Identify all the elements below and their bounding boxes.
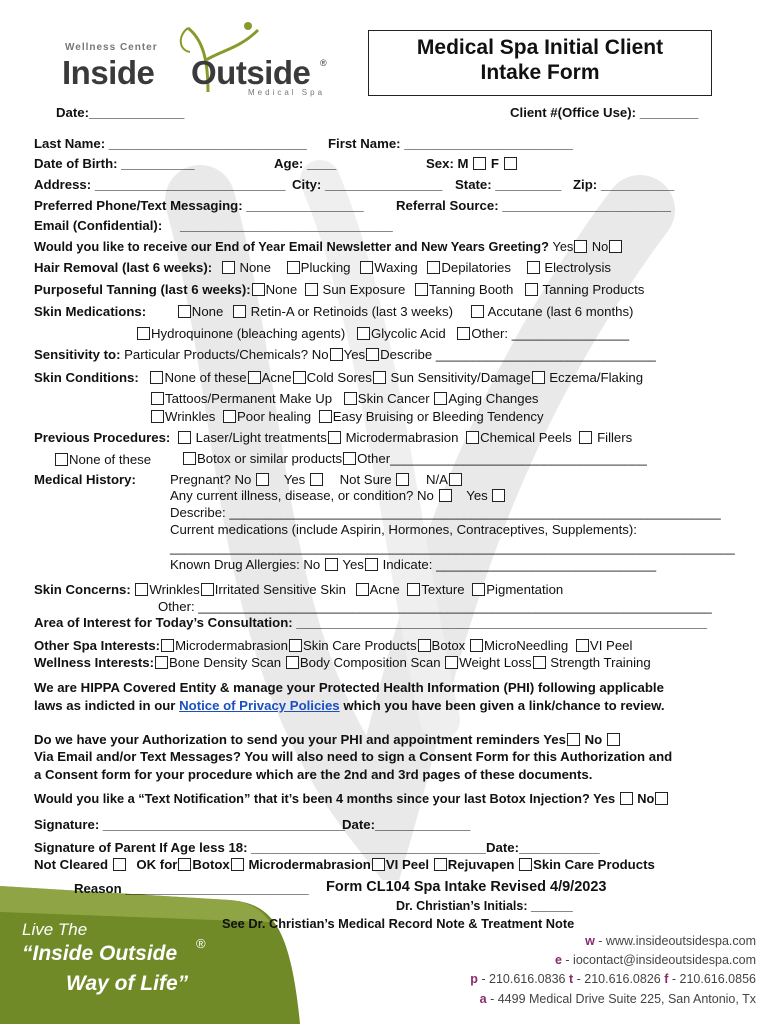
sex-m-checkbox[interactable] xyxy=(473,157,486,170)
prev-none-checkbox[interactable] xyxy=(55,453,68,466)
prev-laser-checkbox[interactable] xyxy=(178,431,191,444)
text-notif-yes-checkbox[interactable] xyxy=(620,792,633,805)
reason-field[interactable]: Reason _________________________ xyxy=(74,881,309,896)
dr-note: See Dr. Christian’s Medical Record Note & Treatment Note xyxy=(222,916,575,931)
prev-peels-label: Chemical Peels xyxy=(480,430,572,445)
auth-question: Do we have your Authorization to send you your PHI and appointment reminders Yes xyxy=(34,732,566,747)
prev-microderm-label: Microdermabrasion xyxy=(345,430,459,445)
wellness-bone-label: Bone Density Scan xyxy=(168,655,282,670)
skin-cond-tattoos-label: Tattoos/Permanent Make Up xyxy=(165,391,333,406)
skin-cond-bruising-checkbox[interactable] xyxy=(319,410,332,423)
skin-cond-eczema-checkbox[interactable] xyxy=(532,371,545,384)
skin-meds-row1 xyxy=(34,304,633,320)
ok-skincare-checkbox[interactable] xyxy=(519,858,532,871)
auth-no-checkbox[interactable] xyxy=(607,733,620,746)
skin-meds-other-checkbox[interactable] xyxy=(457,327,470,340)
skin-meds-accutane-checkbox[interactable] xyxy=(471,305,484,318)
ok-botox-label: Botox xyxy=(192,857,230,872)
concern-irritated-label: Irritated Sensitive Skin xyxy=(214,582,346,597)
spa-vipeel-label: VI Peel xyxy=(589,638,633,653)
medical-history-label: Medical History: xyxy=(34,472,136,487)
newsletter-question: Would you like to receive our End of Year Email Newsletter and New Years Greeting? xyxy=(34,239,549,254)
concern-texture-label: Texture xyxy=(421,582,465,597)
tanning-booth-checkbox[interactable] xyxy=(415,283,428,296)
newsletter-row xyxy=(34,239,623,255)
skin-concerns-label: Skin Concerns: xyxy=(34,582,131,597)
phone-field[interactable]: Preferred Phone/Text Messaging: ________________ xyxy=(34,198,364,213)
newsletter-yes-label: Yes xyxy=(552,239,574,254)
describe-field[interactable]: Describe: ___________________________________________________________________ xyxy=(170,505,721,520)
wellness-body-checkbox[interactable] xyxy=(286,656,299,669)
spa-interests-row xyxy=(34,638,632,654)
sensitivity-question: Particular Products/Chemicals? No xyxy=(124,347,329,362)
text-notification-question: Would you like a “Text Notification” that it’s been 4 months since your last Botox Injection? Yes xyxy=(34,791,616,806)
tanning-products-checkbox[interactable] xyxy=(525,283,538,296)
concern-texture-checkbox[interactable] xyxy=(407,583,420,596)
footer-inside-outside: “Inside Outside xyxy=(22,942,178,965)
illness-yes-label: Yes xyxy=(466,488,488,503)
sensitivity-describe-field[interactable]: Describe ______________________________ xyxy=(380,347,656,362)
concern-irritated-checkbox[interactable] xyxy=(201,583,214,596)
sex-f-label: F xyxy=(490,156,499,171)
previous-procedures-row2 xyxy=(54,452,151,468)
contact-phones xyxy=(470,972,756,986)
logo-wellness-center: Wellness Center xyxy=(65,42,158,53)
skin-conditions-row3 xyxy=(150,409,544,425)
parent-signature-field[interactable]: Signature of Parent If Age less 18: ________________________________ xyxy=(34,840,486,855)
tanning-row xyxy=(34,282,644,298)
wellness-interests-label: Wellness Interests: xyxy=(34,655,154,670)
text-notification-row xyxy=(34,791,669,807)
tanning-label: Purposeful Tanning (last 6 weeks): xyxy=(34,282,251,297)
sex-label: Sex: M xyxy=(426,156,469,171)
spa-vipeel-checkbox[interactable] xyxy=(576,639,589,652)
skin-cond-bruising-label: Easy Bruising or Bleeding Tendency xyxy=(332,409,544,424)
concern-acne-checkbox[interactable] xyxy=(356,583,369,596)
not-cleared-checkbox[interactable] xyxy=(113,858,126,871)
skin-meds-retin-checkbox[interactable] xyxy=(233,305,246,318)
prev-other-checkbox[interactable] xyxy=(343,452,356,465)
allergies-yes-checkbox[interactable] xyxy=(365,558,378,571)
skin-cond-eczema-label: Eczema/Flaking xyxy=(549,370,644,385)
tanning-none-checkbox[interactable] xyxy=(252,283,265,296)
skin-concerns-row xyxy=(34,582,563,598)
medications-field[interactable]: _____________________________________________________________________________ xyxy=(170,540,735,555)
skin-cond-coldsores-label: Cold Sores xyxy=(306,370,372,385)
newsletter-no-checkbox[interactable] xyxy=(609,240,622,253)
skin-conditions-label: Skin Conditions: xyxy=(34,370,139,385)
footer-registered: ® xyxy=(196,936,206,951)
date-field[interactable]: Date:_____________ xyxy=(56,105,185,120)
spa-microderm-checkbox[interactable] xyxy=(161,639,174,652)
form-title-line2: Intake Form xyxy=(480,61,600,84)
allergies-row xyxy=(170,557,656,573)
ok-skincare-label: Skin Care Products xyxy=(533,857,655,872)
pregnant-row xyxy=(170,472,463,488)
previous-procedures-row1 xyxy=(34,430,632,446)
illness-row xyxy=(170,488,506,504)
skin-meds-hydroquinone-label: Hydroquinone (bleaching agents) xyxy=(151,326,346,341)
first-name-field[interactable]: First Name: _______________________ xyxy=(328,136,573,151)
sensitivity-row xyxy=(34,347,656,363)
sensitivity-no-checkbox[interactable] xyxy=(330,348,343,361)
ok-botox-checkbox[interactable] xyxy=(178,858,191,871)
sensitivity-label: Sensitivity to: xyxy=(34,347,121,362)
spa-interests-label: Other Spa Interests: xyxy=(34,638,161,653)
skin-meds-hydroquinone-checkbox[interactable] xyxy=(137,327,150,340)
referral-field[interactable]: Referral Source: _______________________ xyxy=(396,198,671,213)
skin-cond-cancer-checkbox[interactable] xyxy=(344,392,357,405)
auth-line2: Via Email and/or Text Messages? You will also need to sign a Consent Form for this Authorization and xyxy=(34,749,673,764)
allergies-yes-label: Yes xyxy=(342,557,364,572)
skin-cond-sun-checkbox[interactable] xyxy=(373,371,386,384)
city-field[interactable]: City: ________________ xyxy=(292,177,443,192)
sensitivity-yes-label: Yes xyxy=(343,347,366,362)
hair-plucking-checkbox[interactable] xyxy=(287,261,300,274)
website-key: w xyxy=(585,934,595,948)
wellness-interests-row xyxy=(34,655,651,671)
signature-date-field[interactable]: Date:_____________ xyxy=(342,817,471,832)
address-key: a xyxy=(479,992,487,1006)
footer-live-the: Live The xyxy=(22,920,88,939)
skin-cond-none-label: None of these xyxy=(164,370,247,385)
concern-wrinkles-checkbox[interactable] xyxy=(135,583,148,596)
prev-botox-label: Botox or similar products xyxy=(197,451,343,466)
skin-meds-row2 xyxy=(136,326,629,342)
tanning-sun-label: Sun Exposure xyxy=(322,282,406,297)
clearance-row xyxy=(34,857,655,873)
auth-line1 xyxy=(34,732,621,748)
spa-skincare-checkbox[interactable] xyxy=(289,639,302,652)
contact-website xyxy=(585,934,756,948)
skin-cond-aging-checkbox[interactable] xyxy=(434,392,447,405)
sex-group xyxy=(426,156,518,172)
spa-botox-checkbox[interactable] xyxy=(418,639,431,652)
fax-value: - 210.616.0856 xyxy=(671,972,756,986)
pregnant-no-checkbox[interactable] xyxy=(256,473,269,486)
logo-registered: ® xyxy=(320,58,327,68)
prev-fillers-checkbox[interactable] xyxy=(579,431,592,444)
pregnant-yes-label: Yes xyxy=(283,472,306,487)
skin-cond-aging-label: Aging Changes xyxy=(448,391,539,406)
signature-field[interactable]: Signature: _________________________________ xyxy=(34,817,345,832)
company-logo xyxy=(58,20,348,100)
text-value: - 210.616.0826 xyxy=(576,972,661,986)
email-field[interactable]: _____________________________ xyxy=(180,218,393,233)
tanning-booth-label: Tanning Booth xyxy=(429,282,514,297)
area-interest-field[interactable]: Area of Interest for Today’s Consultation: ________________________________________________________ xyxy=(34,615,708,630)
concern-acne-label: Acne xyxy=(369,582,400,597)
hippa-text-a: laws as indicted in our xyxy=(34,698,176,713)
skin-meds-other-label: Other: ________________ xyxy=(471,326,630,341)
hair-electrolysis-label: Electrolysis xyxy=(544,260,612,275)
wellness-strength-label: Strength Training xyxy=(550,655,651,670)
allergies-indicate-field[interactable]: Indicate: ______________________________ xyxy=(382,557,657,572)
illness-no-checkbox[interactable] xyxy=(439,489,452,502)
form-revision: Form CL104 Spa Intake Revised 4/9/2023 xyxy=(326,879,607,895)
allergies-question: Known Drug Allergies: No xyxy=(170,557,321,572)
contact-address xyxy=(480,992,756,1006)
pregnant-notsure-label: Not Sure xyxy=(339,472,392,487)
hair-depilatories-label: Depilatories xyxy=(441,260,511,275)
address-field[interactable]: Address: __________________________ xyxy=(34,177,286,192)
skin-meds-glycolic-checkbox[interactable] xyxy=(357,327,370,340)
auth-no-label: No xyxy=(584,732,603,747)
allergies-no-checkbox[interactable] xyxy=(325,558,338,571)
spa-microneedling-label: MicroNeedling xyxy=(483,638,569,653)
prev-peels-checkbox[interactable] xyxy=(466,431,479,444)
pregnant-notsure-checkbox[interactable] xyxy=(396,473,409,486)
skin-meds-none-checkbox[interactable] xyxy=(178,305,191,318)
wellness-weight-label: Weight Loss xyxy=(459,655,532,670)
concern-pigmentation-checkbox[interactable] xyxy=(472,583,485,596)
skin-meds-label: Skin Medications: xyxy=(34,304,147,319)
newsletter-yes-checkbox[interactable] xyxy=(574,240,587,253)
dob-field[interactable]: Date of Birth: __________ xyxy=(34,156,195,171)
email-value[interactable]: - iocontact@insideoutsidespa.com xyxy=(565,953,756,967)
logo-inside: Inside xyxy=(62,54,155,91)
skin-meds-glycolic-label: Glycolic Acid xyxy=(370,326,446,341)
hippa-text-b: which you have been given a link/chance to review. xyxy=(343,698,665,713)
skin-conditions-row2 xyxy=(150,391,539,407)
skin-cond-healing-checkbox[interactable] xyxy=(223,410,236,423)
skin-cond-none-checkbox[interactable] xyxy=(150,371,163,384)
spa-botox-label: Botox xyxy=(431,638,466,653)
fax-key: f xyxy=(664,972,669,986)
skin-meds-none-label: None xyxy=(191,304,224,319)
phone-value: - 210.616.0836 xyxy=(481,972,566,986)
text-key: t xyxy=(568,972,574,986)
ok-for-label: OK for xyxy=(136,857,178,872)
hair-removal-label: Hair Removal (last 6 weeks): xyxy=(34,260,213,275)
previous-procedures-label: Previous Procedures: xyxy=(34,430,171,445)
hair-waxing-checkbox[interactable] xyxy=(360,261,373,274)
skin-cond-cancer-label: Skin Cancer xyxy=(357,391,430,406)
sex-f-checkbox[interactable] xyxy=(504,157,517,170)
illness-yes-checkbox[interactable] xyxy=(492,489,505,502)
hair-plucking-label: Plucking xyxy=(300,260,351,275)
pregnant-question: Pregnant? No xyxy=(170,472,252,487)
spa-microneedling-checkbox[interactable] xyxy=(470,639,483,652)
hair-removal-row xyxy=(34,260,611,276)
logo-outside: Outside xyxy=(191,54,311,91)
logo-medical-spa: Medical Spa xyxy=(248,88,326,97)
hair-waxing-label: Waxing xyxy=(374,260,418,275)
hair-none-checkbox[interactable] xyxy=(222,261,235,274)
hippa-line1: We are HIPPA Covered Entity & manage your Protected Health Information (PHI) following applicable xyxy=(34,680,664,695)
age-field[interactable]: Age: ____ xyxy=(274,156,337,171)
medications-label: Current medications (include Aspirin, Hormones, Contraceptives, Supplements): xyxy=(170,522,637,537)
phone-key: p xyxy=(470,972,478,986)
website-value[interactable]: - www.insideoutsidespa.com xyxy=(598,934,756,948)
skin-cond-wrinkles-checkbox[interactable] xyxy=(151,410,164,423)
hair-none-label: None xyxy=(239,260,271,275)
skin-cond-healing-label: Poor healing xyxy=(237,409,312,424)
skin-cond-tattoos-checkbox[interactable] xyxy=(151,392,164,405)
skin-cond-acne-checkbox[interactable] xyxy=(248,371,261,384)
state-field[interactable]: State: _________ xyxy=(455,177,562,192)
ok-vipeel-checkbox[interactable] xyxy=(372,858,385,871)
concern-wrinkles-label: Wrinkles xyxy=(149,582,200,597)
tanning-products-label: Tanning Products xyxy=(542,282,645,297)
spa-microderm-label: Microdermabrasion xyxy=(175,638,288,653)
ok-rejuvapen-label: Rejuvapen xyxy=(447,857,515,872)
form-title-box xyxy=(368,30,712,96)
ok-microderm-label: Microdermabrasion xyxy=(248,857,371,872)
skin-cond-sun-label: Sun Sensitivity/Damage xyxy=(390,370,531,385)
auth-line3: a Consent form for your procedure which are the 2nd and 3rd pages of these documents. xyxy=(34,767,593,782)
tanning-none-label: None xyxy=(265,282,298,297)
pregnant-yes-checkbox[interactable] xyxy=(310,473,323,486)
zip-field[interactable]: Zip: __________ xyxy=(573,177,675,192)
prev-laser-label: Laser/Light treatments xyxy=(195,430,327,445)
wellness-body-label: Body Composition Scan xyxy=(299,655,441,670)
prev-fillers-label: Fillers xyxy=(597,430,633,445)
wellness-bone-checkbox[interactable] xyxy=(155,656,168,669)
previous-procedures-row2b xyxy=(182,451,647,467)
hippa-line2 xyxy=(34,698,665,714)
prev-botox-checkbox[interactable] xyxy=(183,452,196,465)
illness-question: Any current illness, disease, or condition? No xyxy=(170,488,434,503)
skin-conditions-row1 xyxy=(34,370,643,386)
contact-email xyxy=(555,953,756,967)
dr-initials-field[interactable]: Dr. Christian’s Initials: ______ xyxy=(396,899,573,913)
pregnant-na-checkbox[interactable] xyxy=(449,473,462,486)
not-cleared-label: Not Cleared xyxy=(34,857,109,872)
ok-vipeel-label: VI Peel xyxy=(385,857,430,872)
address-value: - 4499 Medical Drive Suite 225, San Antonio, Tx xyxy=(490,992,756,1006)
skin-cond-wrinkles-label: Wrinkles xyxy=(165,409,216,424)
form-title-line1: Medical Spa Initial Client xyxy=(416,36,664,59)
skin-meds-accutane-label: Accutane (last 6 months) xyxy=(487,304,634,319)
prev-none-label: None of these xyxy=(69,452,152,467)
prev-microderm-checkbox[interactable] xyxy=(328,431,341,444)
skin-cond-coldsores-checkbox[interactable] xyxy=(293,371,306,384)
tanning-sun-checkbox[interactable] xyxy=(305,283,318,296)
pregnant-na-label: N/A xyxy=(425,472,448,487)
prev-other-field[interactable]: Other___________________________________ xyxy=(357,451,647,466)
sensitivity-yes-checkbox[interactable] xyxy=(366,348,379,361)
concern-pigmentation-label: Pigmentation xyxy=(486,582,564,597)
newsletter-no-label: No xyxy=(591,239,609,254)
ok-microderm-checkbox[interactable] xyxy=(231,858,244,871)
skin-concerns-other-field[interactable]: Other: ______________________________________________________________________ xyxy=(158,599,712,614)
auth-yes-checkbox[interactable] xyxy=(567,733,580,746)
wellness-strength-checkbox[interactable] xyxy=(533,656,546,669)
parent-date-field[interactable]: Date:___________ xyxy=(486,840,600,855)
privacy-policy-link[interactable]: Notice of Privacy Policies xyxy=(179,698,340,713)
wellness-weight-checkbox[interactable] xyxy=(445,656,458,669)
footer-way-of-life: Way of Life” xyxy=(66,972,189,995)
text-notif-no-label: No xyxy=(637,791,655,806)
email-key: e xyxy=(554,953,562,967)
hair-depilatories-checkbox[interactable] xyxy=(427,261,440,274)
text-notif-no-checkbox[interactable] xyxy=(655,792,668,805)
client-number-field[interactable]: Client #(Office Use): ________ xyxy=(510,105,699,120)
skin-meds-retin-label: Retin-A or Retinoids (last 3 weeks) xyxy=(250,304,453,319)
last-name-field[interactable]: Last Name: ___________________________ xyxy=(34,136,307,151)
spa-skincare-label: Skin Care Products xyxy=(302,638,417,653)
hair-electrolysis-checkbox[interactable] xyxy=(527,261,540,274)
skin-cond-acne-label: Acne xyxy=(261,370,292,385)
ok-rejuvapen-checkbox[interactable] xyxy=(434,858,447,871)
email-label: Email (Confidential): xyxy=(34,218,163,233)
